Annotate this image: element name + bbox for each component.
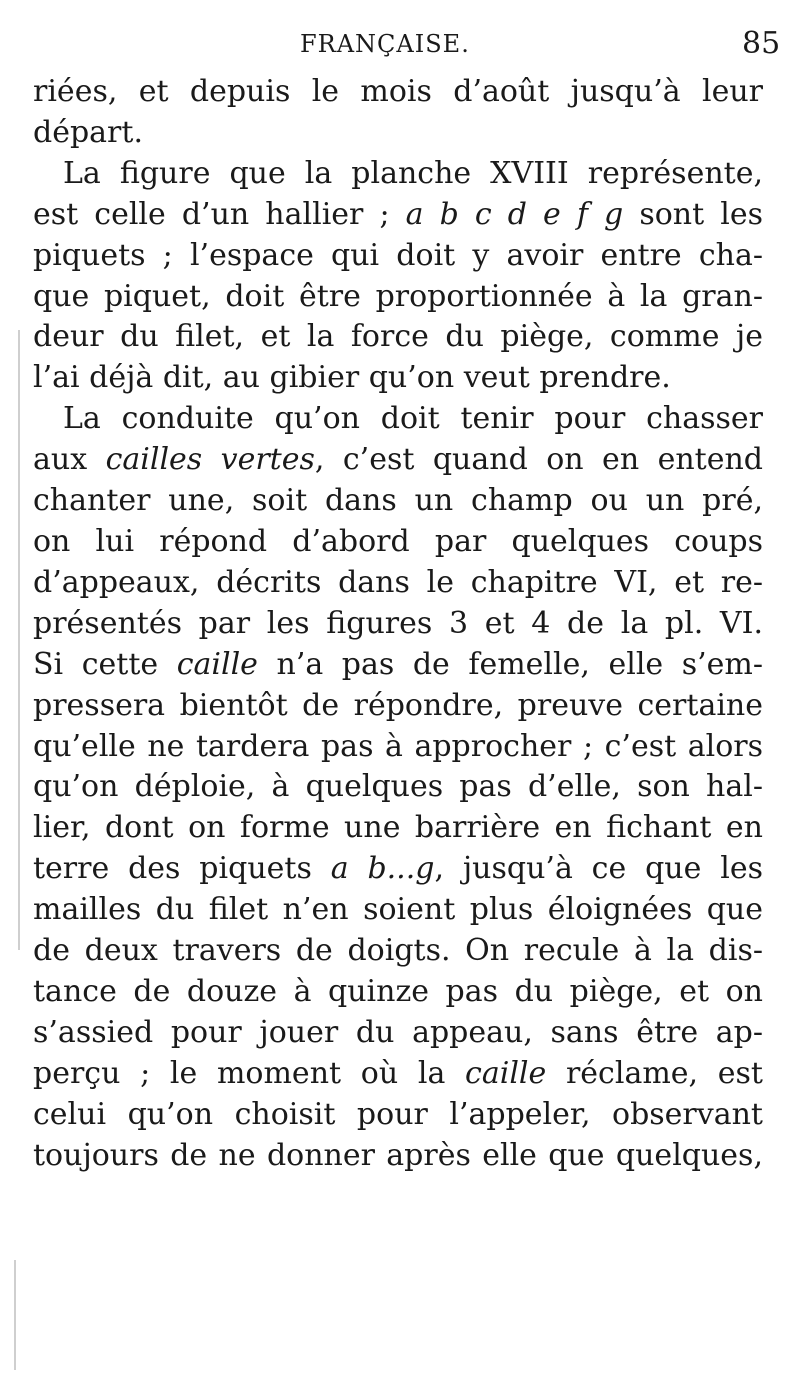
italic-text: cailles vertes <box>105 442 315 478</box>
text-line <box>33 1054 763 1095</box>
text-segment: La figure que la planche XVIII représente, <box>63 155 763 191</box>
binding-shadow <box>18 330 20 950</box>
text-segment: tance de douze à quinze pas du piège, et on <box>33 973 763 1009</box>
page-number: 85 <box>742 26 781 61</box>
text-segment: on lui répond d’abord par quelques coups <box>33 523 763 559</box>
text-line <box>33 686 763 727</box>
text-segment: piquets ; l’espace qui doit y avoir entre cha- <box>33 237 763 273</box>
text-line <box>33 399 763 440</box>
text-segment: s’assied pour jouer du appeau, sans être ap- <box>33 1014 763 1050</box>
text-segment: perçu ; le moment où la <box>33 1055 466 1091</box>
text-line <box>33 808 763 849</box>
text-segment: qu’elle ne tardera pas à approcher ; c’est alors <box>33 728 763 764</box>
text-line <box>33 563 763 604</box>
text-segment: celui qu’on choisit pour l’appeler, observant <box>33 1096 763 1132</box>
text-segment: , jusqu’à ce que les <box>434 851 763 887</box>
body-text <box>33 72 763 1176</box>
text-segment: Si cette <box>33 646 177 682</box>
text-line <box>33 849 763 890</box>
text-segment: sont les <box>623 196 763 232</box>
text-line <box>33 154 763 195</box>
text-line <box>33 604 763 645</box>
text-line <box>33 1013 763 1054</box>
text-line <box>33 72 763 113</box>
text-segment: toujours de ne donner après elle que quelques, <box>33 1137 763 1173</box>
text-line <box>33 236 763 277</box>
text-segment: aux <box>33 442 106 478</box>
text-line <box>33 931 763 972</box>
text-line <box>33 358 763 399</box>
text-line <box>33 481 763 522</box>
text-segment: terre des piquets <box>33 851 331 887</box>
binding-shadow-lower <box>14 1260 16 1370</box>
text-line <box>33 440 763 481</box>
text-line <box>33 727 763 768</box>
text-line <box>33 522 763 563</box>
text-segment: mailles du filet n’en soient plus éloignées que <box>33 892 763 928</box>
text-segment: riées, et depuis le mois d’août jusqu’à leur <box>33 74 763 109</box>
text-segment: présentés par les figures 3 et 4 de la pl. VI. <box>33 605 763 641</box>
text-line <box>33 645 763 686</box>
text-segment: deur du filet, et la force du piège, comme je <box>33 319 763 355</box>
text-line <box>33 767 763 808</box>
text-line <box>33 277 763 318</box>
text-segment: est celle d’un hallier ; <box>33 196 406 232</box>
running-head: FRANÇAISE. <box>300 30 470 58</box>
text-segment: n’a pas de femelle, elle s’em- <box>257 646 763 682</box>
text-segment: de deux travers de doigts. On recule à la dis- <box>33 933 763 969</box>
text-segment: lier, dont on forme une barrière en fichant en <box>33 810 763 846</box>
italic-text: a b...g <box>330 851 435 887</box>
text-line <box>33 317 763 358</box>
text-segment: que piquet, doit être proportionnée à la gran- <box>33 278 763 314</box>
italic-text: caille <box>465 1055 547 1091</box>
text-segment: pressera bientôt de répondre, preuve certaine <box>33 687 763 723</box>
italic-text: a b c d e f g <box>405 196 624 232</box>
text-segment: , c’est quand on en entend <box>314 442 763 478</box>
text-segment: qu’on déploie, à quelques pas d’elle, son hal- <box>33 769 763 805</box>
text-line <box>33 972 763 1013</box>
text-line <box>33 1136 763 1177</box>
text-segment: départ. <box>33 114 143 150</box>
text-segment: La conduite qu’on doit tenir pour chasser <box>63 401 763 437</box>
italic-text: caille <box>176 646 258 682</box>
text-segment: l’ai déjà dit, au gibier qu’on veut prendre. <box>33 360 671 396</box>
text-segment: d’appeaux, décrits dans le chapitre VI, et re- <box>33 564 763 600</box>
text-segment: chanter une, soit dans un champ ou un pré, <box>33 483 763 519</box>
text-line <box>33 195 763 236</box>
text-line <box>33 890 763 931</box>
text-line <box>33 113 763 154</box>
text-line <box>33 1095 763 1136</box>
text-segment: réclame, est <box>546 1055 763 1091</box>
